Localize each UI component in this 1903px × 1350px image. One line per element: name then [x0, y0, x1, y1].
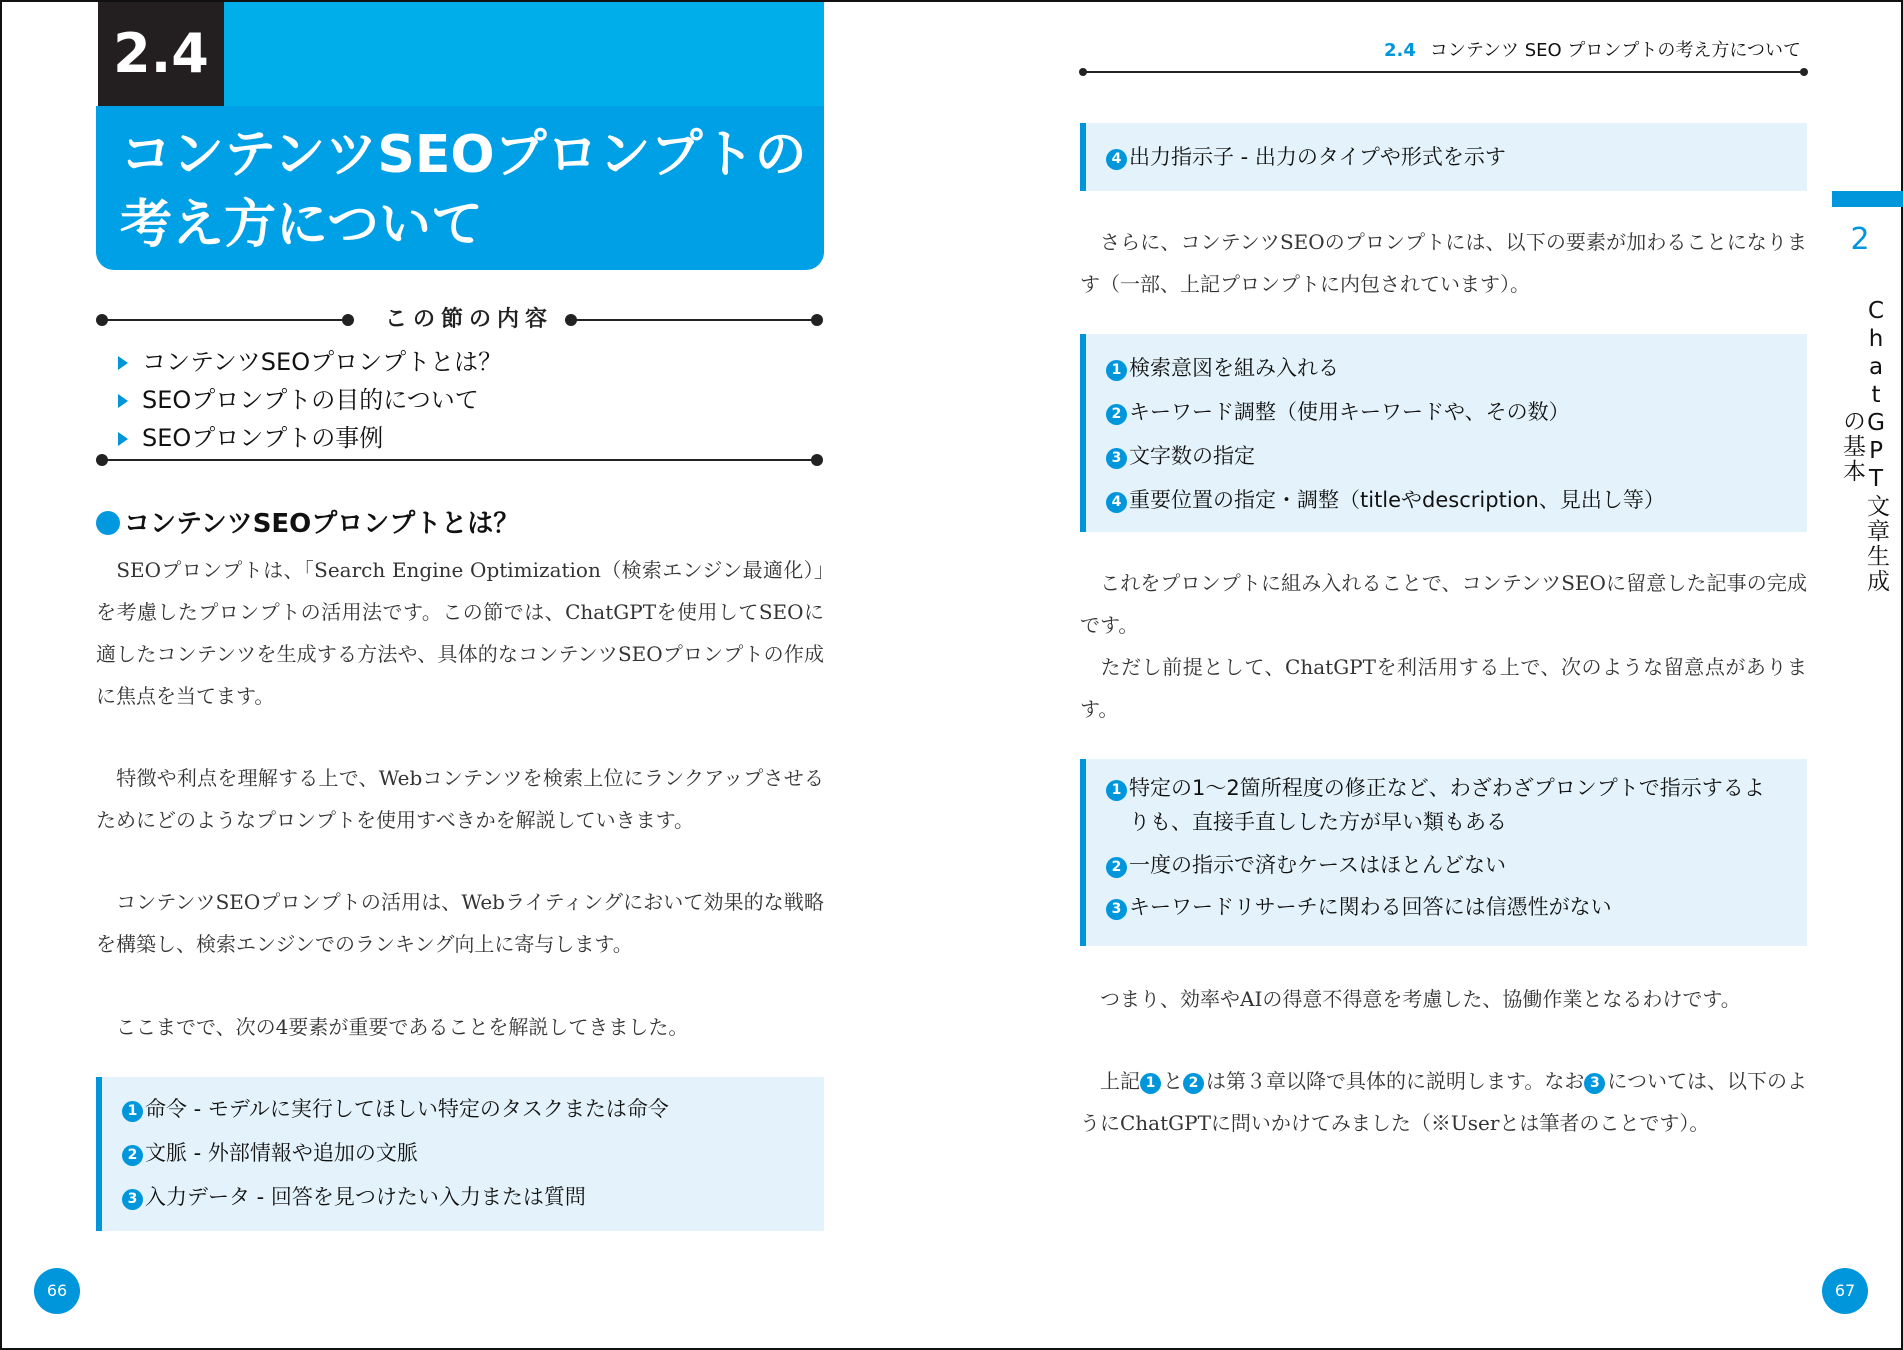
number-badge-icon: 3 [122, 1189, 143, 1210]
number-badge-icon: 4 [1106, 492, 1127, 513]
caveats-box [1080, 759, 1807, 946]
number-badge-icon: 2 [1183, 1073, 1204, 1094]
page-number-right: 67 [1822, 1268, 1868, 1314]
triangle-bullet-icon [118, 432, 128, 446]
number-badge-icon: 3 [1106, 899, 1127, 920]
toc-rule-dot [811, 454, 823, 466]
box-item: 4 出力指示子 - 出力のタイプや形式を示す [1106, 135, 1807, 179]
toc-rule-top-right [571, 319, 817, 321]
number-badge-icon: 4 [1106, 149, 1127, 170]
page-number-left: 66 [34, 1268, 80, 1314]
box-item: 3 入力データ - 回答を見つけたい入力または質問 [122, 1175, 824, 1219]
number-badge-icon: 1 [122, 1101, 143, 1122]
body-paragraph: コンテンツSEOプロンプトの活用は、Webライティングにおいて効果的な戦略を構築し、検索エンジンでのランキング向上に寄与します。 [96, 890, 824, 956]
box-item: 2 一度の指示で済むケースはほとんどない [1106, 843, 1807, 887]
running-head-rule [1083, 71, 1803, 73]
subsection-heading: コンテンツSEOプロンプトとは？ [96, 504, 519, 544]
number-badge-icon: 2 [1106, 404, 1127, 425]
toc-rule-dot [342, 314, 354, 326]
running-head: 2.4 コンテンツ SEO プロンプトの考え方について [1384, 40, 1802, 61]
chapter-tab-title: ChatGPT文章生成の基本 [1839, 298, 1889, 594]
toc-rule-dot [811, 314, 823, 326]
toc-item: SEOプロンプトの目的について [118, 381, 502, 419]
circle-bullet-icon [96, 511, 120, 535]
elements-box [96, 1077, 824, 1231]
box-item: 1 命令 - モデルに実行してほしい特定のタスクまたは命令 [122, 1087, 824, 1131]
running-head-rule-dot [1800, 68, 1808, 76]
number-badge-icon: 2 [122, 1145, 143, 1166]
body-paragraph: 上記 1 と 2 は第３章以降で具体的に説明します。なお 3 については、以下のようにChatGPTに問いかけてみました（※Userとは筆者のことです）。 [1080, 1069, 1808, 1135]
body-paragraph: つまり、効率やAIの得意不得意を考慮した、協働作業となるわけです。 [1080, 987, 1741, 1011]
section-title-line-1: コンテンツSEOプロンプトの [120, 125, 807, 185]
box-item: 2 キーワード調整（使用キーワードや、その数） [1106, 390, 1807, 434]
toc-rule-bottom [102, 459, 817, 461]
box-item: 3 キーワードリサーチに関わる回答には信憑性がない [1106, 887, 1807, 931]
section-header-bar [224, 2, 824, 106]
number-badge-icon: 3 [1106, 448, 1127, 469]
box-item: 3 文字数の指定 [1106, 434, 1807, 478]
number-badge-icon: 1 [1140, 1073, 1161, 1094]
triangle-bullet-icon [118, 394, 128, 408]
toc-rule-top-left [102, 319, 348, 321]
box-item: 2 文脈 - 外部情報や追加の文脈 [122, 1131, 824, 1175]
section-number: 2.4 [98, 2, 224, 106]
box-item-continuation: りも、直接手直しした方が早い類もある [1129, 810, 1507, 834]
number-badge-icon: 1 [1106, 360, 1127, 381]
chapter-tab-number: 2 [1850, 222, 1870, 257]
body-paragraph: これをプロンプトに組み入れることで、コンテンツSEOに留意した記事の完成です。 [1080, 571, 1807, 637]
number-badge-icon: 2 [1106, 857, 1127, 878]
number-badge-icon: 3 [1584, 1073, 1605, 1094]
toc-item: コンテンツSEOプロンプトとは？ [118, 343, 502, 381]
toc-item: SEOプロンプトの事例 [118, 419, 502, 457]
toc-list [118, 343, 502, 457]
box-item: 1 特定の1～2箇所程度の修正など、わざわざプロンプトで指示するよ [1106, 771, 1807, 805]
body-paragraph: ただし前提として、ChatGPTを利活用する上で、次のような留意点があります。 [1080, 655, 1807, 721]
body-paragraph: ここまでで、次の4要素が重要であることを解説してきました。 [96, 1015, 689, 1039]
body-paragraph: 特徴や利点を理解する上で、Webコンテンツを検索上位にランクアップさせるためにどのようなプロンプトを使用すべきかを解説していきます。 [96, 766, 824, 832]
output-indicator-box [1080, 123, 1807, 191]
toc-title: この節の内容 [384, 307, 553, 332]
number-badge-icon: 1 [1106, 780, 1127, 801]
section-title-line-2: 考え方について [120, 195, 483, 255]
triangle-bullet-icon [118, 356, 128, 370]
chapter-tab-bar [1832, 191, 1903, 207]
body-paragraph: さらに、コンテンツSEOのプロンプトには、以下の要素が加わることになります（一部、上記プロンプトに内包されています）。 [1080, 230, 1807, 296]
box-item: 4 重要位置の指定・調整（titleやdescription、見出し等） [1106, 478, 1807, 522]
section-title-box [96, 106, 824, 270]
box-item: 1 検索意図を組み入れる [1106, 346, 1807, 390]
seo-elements-box [1080, 334, 1807, 532]
body-paragraph: SEOプロンプトは、「Search Engine Optimization（検索エンジン最適化）」を考慮したプロンプトの活用法です。この節では、ChatGPTを使用してSEOに適したコンテンツを生成する方法や、具体的なコンテンツSEOプロンプトの作成に焦点を当てます。 [96, 558, 824, 708]
